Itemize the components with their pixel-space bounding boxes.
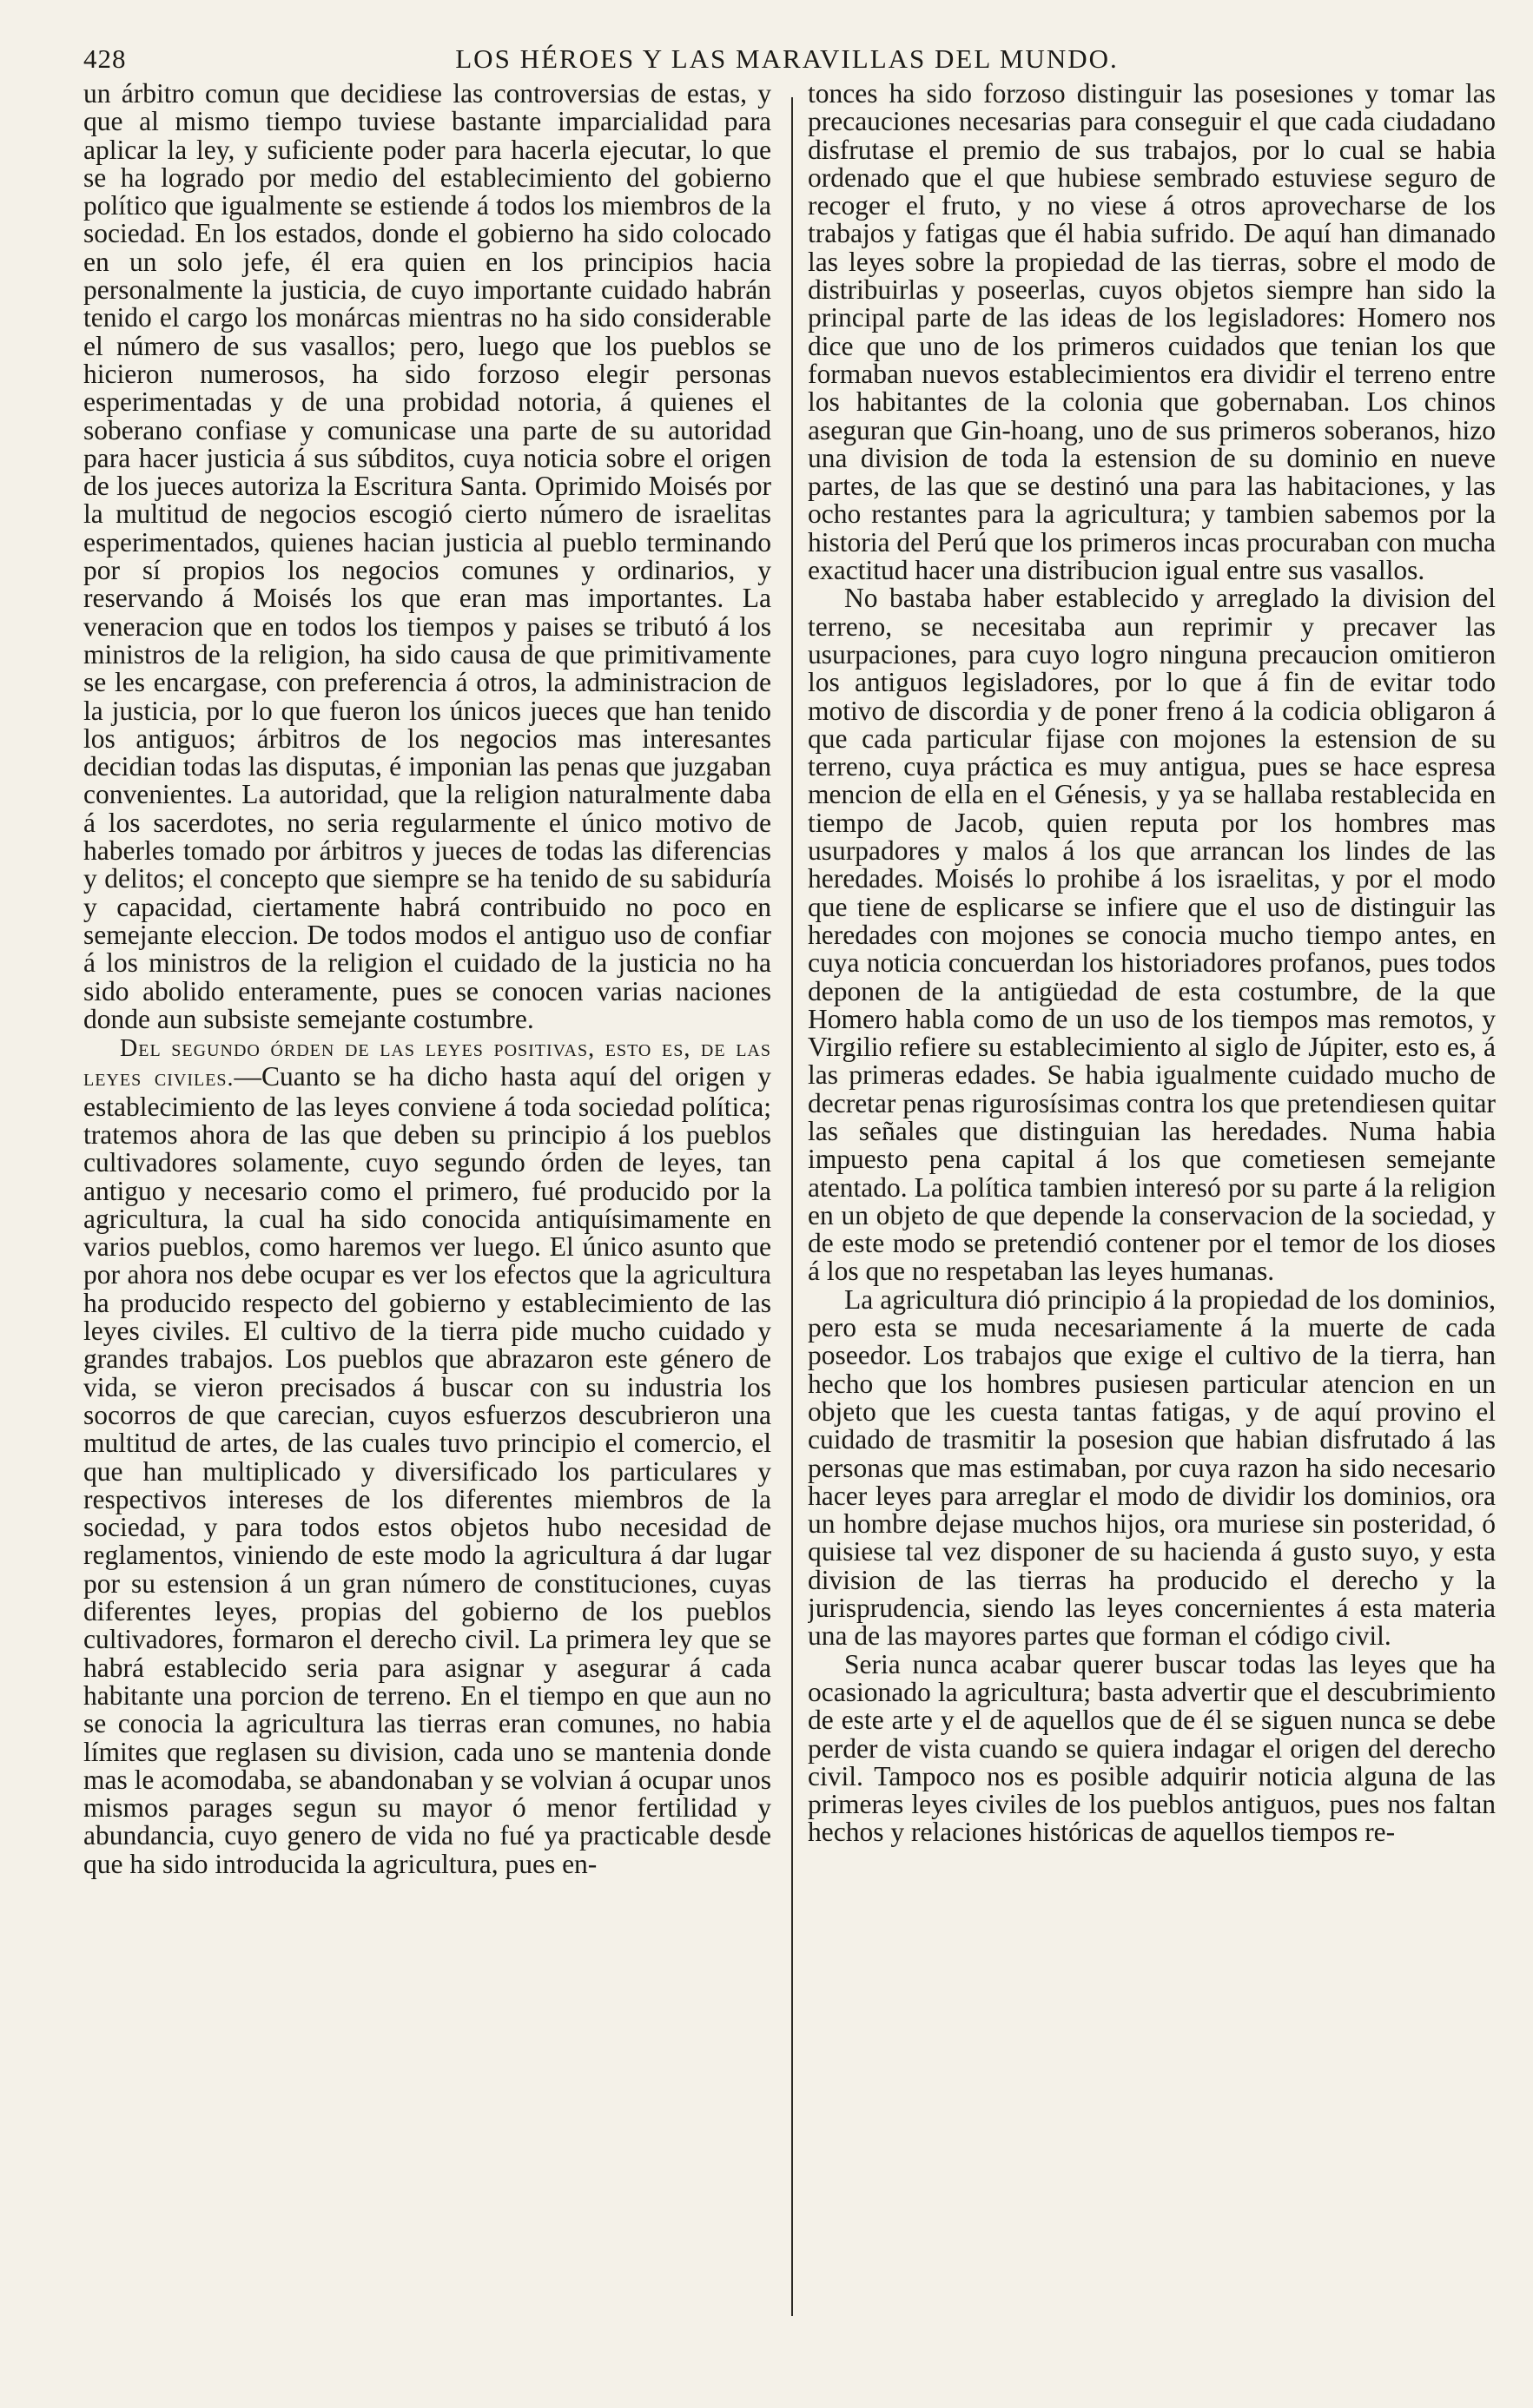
section-heading: Del segundo órden de las leyes positivas, esto es, de las leyes civiles. xyxy=(83,1035,771,1092)
left-paragraph-2-text: —Cuanto se ha dicho hasta aquí del origen y establecimiento de las leyes conviene á toda sociedad política; tratemos ahora de las que deben su principio á los pueblos cultivadores solamente, cuyo segundo órden de leyes, tan antiguo y necesario como el primero, fué producido por la agricultura, la cual ha sido conocida antiquísimamente en varios pueblos, como haremos ver luego. El único asunto que por ahora nos debe ocupar es ver los efectos que la agricultura ha producido respecto del gobierno y establecimiento de las leyes civiles. El cultivo de la tierra pide mucho cuidado y grandes trabajos. Los pueblos que abrazaron este género de vida, se vieron precisados á buscar con su industria los socorros de que carecian, cuyos esfuerzos descubrieron una multitud de artes, de las cuales tuvo principio el comercio, el que han multiplicado y diversificado los particulares y respectivos intereses de los diferentes miembros de la sociedad, y para todos estos objetos hubo necesidad de reglamentos, viniendo de este modo la agricultura á dar lugar por su estension á un gran número de constituciones, cuyas diferentes leyes, propias del gobierno de los pueblos cultivadores, formaron el derecho civil. La primera ley que se habrá establecido seria para asignar y asegurar á cada habitante una porcion de terreno. En el tiempo en que aun no se conocia la agricultura las tierras eran comunes, no habia límites que reglasen su division, cada uno se mantenia donde mas le acomodaba, se abandonaban y se volvian á ocupar unos mismos parages segun su mayor ó menor fertilidad y abundancia, cuyo genero de vida no fué ya practicable desde que ha sido introducida la agricultura, pues en- xyxy=(83,1061,771,1879)
left-column xyxy=(83,80,771,2372)
column-divider xyxy=(791,97,793,2316)
right-paragraph-3: La agricultura dió principio á la propiedad de los dominios, pero esta se muda necesariamente á la muerte de cada poseedor. Los trabajos que exige el cultivo de la tierra, han hecho que los hombres pusiesen particular atencion en un objeto que les cuesta tantas fatigas, y de aquí provino el cuidado de trasmitir la posesion que habian disfrutado á las personas que mas estimaban, por cuya razon ha sido necesario hacer leyes para arreglar el modo de dividir los dominios, ora un hombre dejase muchos hijos, ora muriese sin posteridad, ó quisiese tal vez disponer de su hacienda á gusto suyo, y esta division de las tierras ha producido el derecho y la jurisprudencia, siendo las leyes concernientes á esta materia una de las mayores partes que forman el código civil. xyxy=(808,1283,1496,1652)
right-column xyxy=(808,80,1496,2372)
left-paragraph-1: un árbitro comun que decidiese las controversias de estas, y que al mismo tiempo tuviese bastante imparcialidad para aplicar la ley, y suficiente poder para hacerla ejecutar, lo que se ha logrado por medio del establecimiento del gobierno político que igualmente se estiende á todos los miembros de la sociedad. En los estados, donde el gobierno ha sido colocado en un solo jefe, él era quien en los principios hacia personalmente la justicia, de cuyo importante cuidado habrán tenido el cargo los monárcas mientras no ha sido considerable el número de sus vasallos; pero, luego que los pueblos se hicieron numerosos, ha sido forzoso elegir personas esperimentadas y de una probidad notoria, á quienes el soberano confiase y comunicase una parte de su autoridad para hacer justicia á sus súbditos, cuya noticia sobre el origen de los jueces autoriza la Escritura Santa. Oprimido Moisés por la multitud de negocios escogió cierto número de israelitas esperimentados, quienes hacian justicia al pueblo terminando por sí propios los negocios comunes y ordinarios, y reservando á Moisés los que eran mas importantes. La veneracion que en todos los tiempos y paises se tributó á los ministros de la religion, ha sido causa de que primitivamente se les encargase, con preferencia á otros, la administracion de la justicia, por lo que fueron los únicos jueces que han tenido los antiguos; árbitros de los negocios mas interesantes decidian todas las disputas, é imponian las penas que juzgaban convenientes. La autoridad, que la religion naturalmente daba á los sacerdotes, no seria regularmente el único motivo de haberles tomado por árbitros y jueces de todas las diferencias y delitos; el concepto que siempre se ha tenido de su sabiduría y capacidad, ciertamente habrá contribuido no poco en semejante eleccion. De todos modos el antiguo uso de confiar á los ministros de la religion el cuidado de la justicia no ha sido abolido enteramente, pues se conocen varias naciones donde aun subsiste semejante costumbre. xyxy=(83,80,771,1034)
right-paragraph-4: Seria nunca acabar querer buscar todas las leyes que ha ocasionado la agricultura; basta advertir que el descubrimiento de este arte y el de aquellos que de él se siguen nunca se debe perder de vista cuando se quiera indagar el origen del derecho civil. Tampoco nos es posible adquirir noticia alguna de las primeras leyes civiles de los pueblos antiguos, pues nos faltan hechos y relaciones históricas de aquellos tiempos re- xyxy=(808,1648,1496,1848)
right-paragraph-1: tonces ha sido forzoso distinguir las posesiones y tomar las precauciones necesarias para conseguir el que cada ciudadano disfrutase el premio de sus trabajos, por lo cual se habia ordenado que el que hubiese sembrado estuviese seguro de recoger el fruto, y no viese á otros aprovecharse de los trabajos y fatigas que él habia sufrido. De aquí han dimanado las leyes sobre la propiedad de las tierras, sobre el modo de distribuirlas y poseerlas, cuyos objetos siempre han sido la principal parte de las ideas de los legisladores: Homero nos dice que uno de los primeros cuidados que tenian los que formaban nuevos establecimientos era dividir el terreno entre los habitantes de la colonia que gobernaban. Los chinos aseguran que Gin-hoang, uno de sus primeros soberanos, hizo una division de toda la estension de su dominio en nueve partes, de las que se destinó una para las habitaciones, y las ocho restantes para la agricultura; y tambien sabemos por la historia del Perú que los primeros incas procuraban con mucha exactitud hacer una distribucion igual entre sus vasallos. xyxy=(808,80,1496,586)
page-number: 428 xyxy=(83,43,127,74)
left-paragraph-2 xyxy=(83,1033,771,1878)
running-title: LOS HÉROES Y LAS MARAVILLAS DEL MUNDO. xyxy=(455,43,1119,74)
right-paragraph-2: No bastaba haber establecido y arreglado la division del terreno, se necesitaba aun reprimir y precaver las usurpaciones, para cuyo logro ninguna precaucion omitieron los antiguos legisladores, por lo que á fin de evitar todo motivo de discordia y de poner freno á la codicia obligaron á que cada particular fijase con mojones la estension de su terreno, cuya práctica es muy antigua, pues se hace espresa mencion de ella en el Génesis, y ya se hallaba restablecida en tiempo de Jacob, quien reputa por los hombres mas usurpadores y malos á los que arrancan los lindes de las heredades. Moisés lo prohibe á los israelitas, y por el modo que tiene de esplicarse se infiere que el uso de distinguir las heredades con mojones se conocia mucho tiempo antes, en cuya noticia concuerdan los historiadores profanos, pues todos deponen de la antigüedad de esta costumbre, de la que Homero habla como de un uso de los tiempos mas remotos, y Virgilio refiere su establecimiento al siglo de Júpiter, esto es, á las primeras edades. Se habia igualmente cuidado mucho de decretar penas rigurosísimas contra los que pretendiesen quitar las señales que distinguian las heredades. Numa habia impuesto pena capital á los que cometiesen semejante atentado. La política tambien interesó por su parte á la religion en un objeto de que depende la conservacion de la sociedad, y de este modo se pretendió contener por el temor de los dioses á los que no respetaban las leyes humanas. xyxy=(808,583,1496,1287)
